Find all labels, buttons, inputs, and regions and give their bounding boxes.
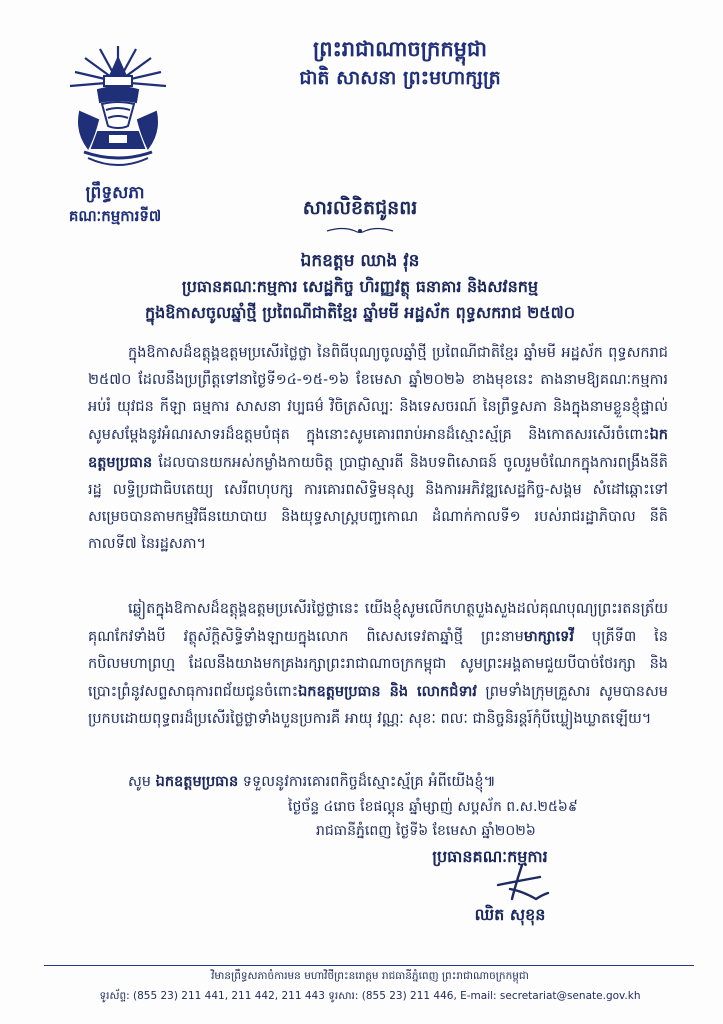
- place-and-date: រាជធានីភ្នំពេញ ថ្ងៃទី៦ ខែមេសា ឆ្នាំ២០២៦: [316, 823, 536, 839]
- paragraph-text: ទទួលនូវការគោរពកិច្ចដ៏ស្មោះស្ម័គ្រ អំពីយើងខ្ញុំ៕: [238, 774, 496, 790]
- divider-ornament-icon: [325, 226, 395, 236]
- paragraph-text: ឆ្លៀតក្នុងឱកាសដ៏ឧត្តុង្គឧត្តមប្រសើរថ្លៃថ្លានេះ យើងខ្ញុំសូមលើកហត្ថបួងសួងដល់គុណបុណ្យព្រះរតនត្រ័យគុណកែវទាំងបី វត្ថុស័ក្តិសិទ្ធិទាំងឡាយក្នុងលោក ពិសេសទេវតាឆ្នាំថ្មី ព្រះនាម: [88, 601, 668, 645]
- paragraph-text: ក្នុងឱកាសដ៏ឧត្តុង្គឧត្តមប្រសើរថ្លៃថ្លា នៃពិធីបុណ្យចូលឆ្នាំថ្មី ប្រពៃណីជាតិខ្មែរ ឆ្នាំមមី អដ្ឋស័ក ពុទ្ធសករាជ ២៥៧០ ដែលនឹងប្រព្រឹត្តទៅនាថ្ងៃទី១៤-១៥-១៦ ខែមេសា ឆ្នាំ២០២៦ ខាងមុខនេះ តាងនាមឱ្យគណៈកម្មការអប់រំ យុវជន កីឡា ធម្មការ សាសនា វប្បធម៌ វិចិត្រសិល្បៈ និងទេសចរណ៍ នៃព្រឹទ្ធសភា និងក្នុងនាមខ្លួនខ្ញុំផ្ទាល់ សូមសម្តែងនូវអំណរសាទរដ៏ឧត្តមបំផុត ក្នុងនោះសូមគោរពរាប់អានដ៏ស្មោះស្ម័គ្រ និងកោតសរសើរចំពោះ: [88, 345, 668, 443]
- royal-emblem-icon: [58, 40, 178, 180]
- closing-paragraph: [88, 768, 668, 796]
- signatory-name: ឈិត សុខុន: [474, 905, 546, 924]
- paragraph-emphasis: មាក្សាទេវី: [523, 628, 574, 645]
- institution-name: ព្រឹទ្ធសភា: [85, 183, 145, 203]
- kingdom-heading: ព្រះរាជាណាចក្រកម្ពុជា: [312, 36, 487, 61]
- body-paragraph-2: [88, 596, 668, 766]
- national-motto: ជាតិ សាសនា ព្រះមហាក្សត្រ: [299, 67, 501, 89]
- paragraph-text: ព្រមទាំងក្រុមគ្រួសារ សូមបានសមប្រកបដោយពុទ្ធពរដ៏ប្រសើរថ្លៃថ្លាទាំងបួនប្រការគឺ អាយុ វណ្ណៈ សុខៈ ពលៈ ជានិច្ចនិរន្តរ៍កុំបីឃ្លៀងឃ្លាតឡើយ។: [88, 684, 668, 727]
- paragraph-emphasis: ឯកឧត្តមប្រធាន: [88, 426, 668, 471]
- paragraph-text: បុត្រីទី៣ នៃកបិលមហាព្រហ្ម ដែលនឹងយាងមកគ្រងរក្សាព្រះរាជាណាចក្រកម្ពុជា សូមព្រះអង្គតាមជួយបីបាច់ថែរក្សា និងប្រោះព្រំនូវសព្ទសាធុការពជ័យជូនចំពោះ: [88, 629, 668, 700]
- addressee-name: ឯកឧត្តម ឈាង វុន: [300, 251, 420, 271]
- commission-name: គណៈកម្មការទី៧: [68, 207, 162, 225]
- document-title: សារលិខិតជូនពរ: [302, 197, 418, 219]
- body-paragraph-1: [88, 340, 668, 590]
- signatory-role: ប្រធានគណៈកម្មការ: [432, 847, 548, 866]
- addressee-title: ប្រធានគណៈកម្មការ សេដ្ឋកិច្ច ហិរញ្ញវត្ថុ ធនាគារ និងសវនកម្ម: [181, 277, 539, 296]
- handwritten-signature-icon: [488, 855, 558, 905]
- paragraph-text: សូម: [128, 774, 156, 790]
- footer-address: វិមានព្រឹទ្ធសភាចំការមន មហាវិថីព្រះនរោត្តម រាជធានីភ្នំពេញ ព្រះរាជាណាចក្រកម្ពុជា: [211, 970, 529, 982]
- lunar-date: ថ្ងៃច័ន្ទ ៤រោច ខែផល្គុន ឆ្នាំម្សាញ់ សប្តស័ក ព.ស.២៥៦៩: [288, 799, 578, 815]
- footer-divider: [44, 965, 694, 966]
- paragraph-text: ដែលបានយកអស់កម្លាំងកាយចិត្ត ប្រាជ្ញាស្មារតី និងបទពិសោធន៍ ចូលរួមចំណែកក្នុងការពង្រឹងនីតិរដ្ឋ លទ្ធិប្រជាធិបតេយ្យ សេរីពហុបក្ស ការគោរពសិទ្ធិមនុស្ស និងការអភិវឌ្ឍសេដ្ឋកិច្ច-សង្គម សំដៅឆ្ពោះទៅសម្រេចបានតាមកម្មវិធីនយោបាយ និងយុទ្ធសាស្ត្របញ្ចកោណ ដំណាក់កាលទី១ របស់រាជរដ្ឋាភិបាល នីតិកាលទី៧ នៃរដ្ឋសភា។: [88, 455, 668, 552]
- paragraph-emphasis: ឯកឧត្តមប្រធាន និង លោកជំទាវ: [298, 683, 477, 700]
- paragraph-emphasis: ឯកឧត្តមប្រធាន: [155, 773, 239, 790]
- footer-contact: ទូរស័ព្ទ: (855 23) 211 441, 211 442, 211 443 ទូរសារ: (855 23) 211 446, E-mail: secretariat@senate.gov.kh: [99, 990, 641, 1002]
- occasion-line: ក្នុងឱកាសចូលឆ្នាំថ្មី ប្រពៃណីជាតិខ្មែរ ឆ្នាំមមី អដ្ឋស័ក ពុទ្ធសករាជ ២៥៧០: [144, 303, 576, 322]
